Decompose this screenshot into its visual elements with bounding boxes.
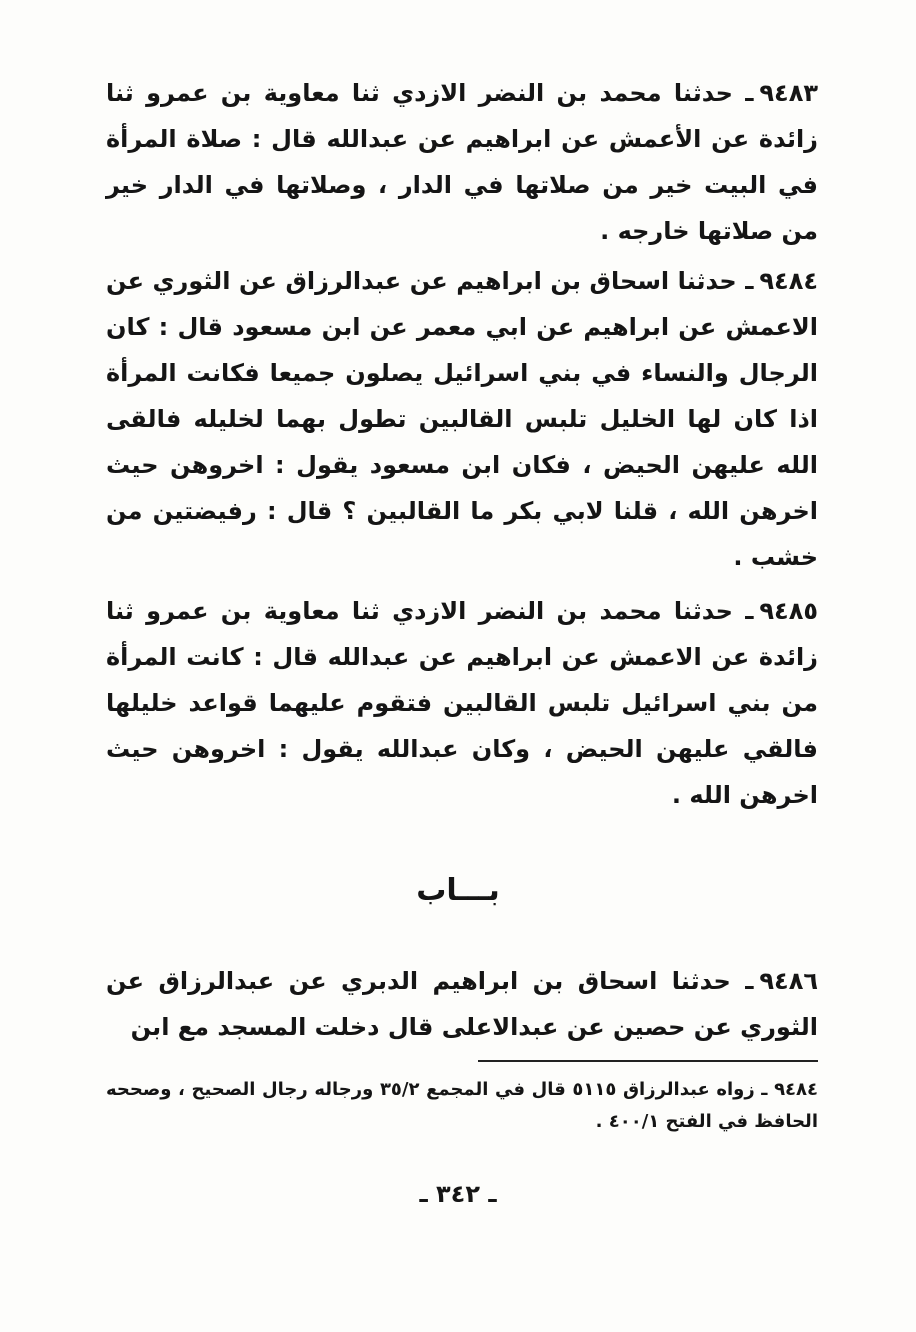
page-number: ـ ٣٤٢ ـ (419, 1180, 497, 1208)
hadith-entry-9483 (106, 70, 818, 254)
entry-text: ـ حدثنا اسحاق بن ابراهيم الدبري عن عبدالرزاق عن الثوري عن حصين عن عبدالاعلى قال دخلت المسجد مع ابن (106, 967, 818, 1041)
hadith-entry-9486 (106, 958, 818, 1050)
entry-number: ٩٤٨٤ (759, 267, 818, 295)
entry-block (106, 70, 818, 254)
entry-block (106, 258, 818, 580)
entry-text: ـ حدثنا محمد بن النضر الازدي ثنا معاوية بن عمرو ثنا زائدة عن الأعمش عن ابراهيم عن عبدالله قال : صلاة المرأة في البيت خير من صلاتها في الدار ، وصلاتها في الدار خير من صلاتها خارجه . (106, 79, 818, 245)
section-heading: بـــاب (416, 873, 500, 908)
entry-block (106, 588, 818, 818)
footnote-divider (478, 1060, 818, 1062)
entry-block (106, 958, 818, 1050)
entry-number: ٩٤٨٦ (759, 967, 818, 995)
hadith-entry-9485 (106, 588, 818, 818)
entry-text: ـ حدثنا محمد بن النضر الازدي ثنا معاوية بن عمرو ثنا زائدة عن الاعمش عن ابراهيم عن عبدالله قال : كانت المرأة من بني اسرائيل تلبس القالبين فتقوم عليهما قواعد خليلها فالقي عليهن الحيض ، وكان عبدالله يقول : اخروهن حيث اخرهن الله . (106, 597, 818, 809)
hadith-entry-9484 (106, 258, 818, 580)
entry-number: ٩٤٨٣ (759, 79, 818, 107)
entry-number: ٩٤٨٥ (759, 597, 818, 625)
entry-text: ـ حدثنا اسحاق بن ابراهيم عن عبدالرزاق عن الثوري عن الاعمش عن ابراهيم عن ابي معمر عن ابن مسعود قال : كان الرجال والنساء في بني اسرائيل يصلون جميعا فكانت المرأة اذا كان لها الخليل تلبس القالبين تطول بهما لخليله فالقى الله عليهن الحيض ، فكان ابن مسعود يقول : اخروهن حيث اخرهن الله ، قلنا لابي بكر ما القالبين ؟ قال : رفيضتين من خشب . (106, 267, 818, 571)
footnote: ٩٤٨٤ ـ زواه عبدالرزاق ٥١١٥ قال في المجمع ٣٥/٢ ورجاله رجال الصحيح ، وصححه الحافظ في الفتح ٤٠٠/١ . (106, 1079, 819, 1132)
